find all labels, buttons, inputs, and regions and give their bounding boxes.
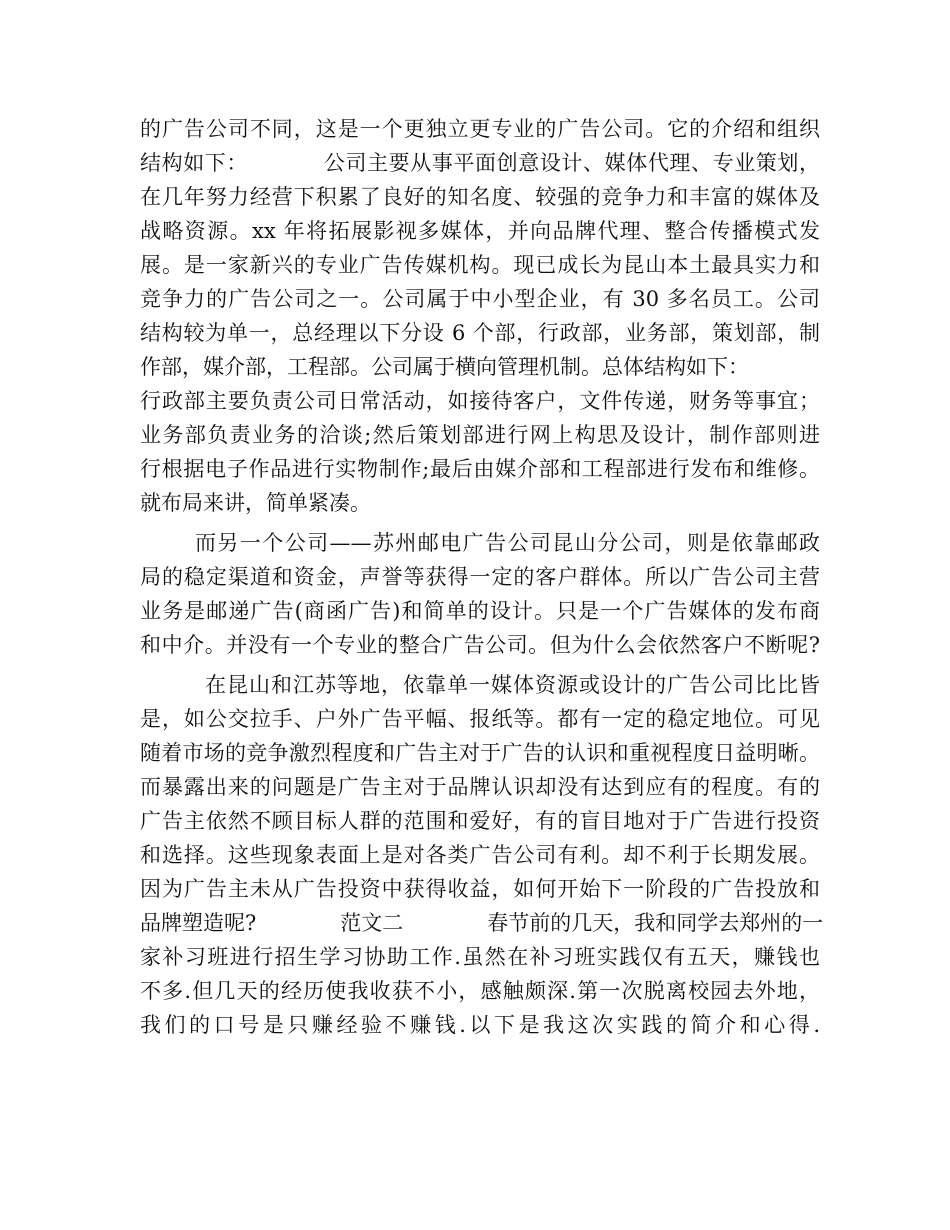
text-line: 和选择。这些现象表面上是对各类广告公司有利。却不利于长期发展。 xyxy=(140,843,820,867)
text-line: 业务是邮递广告(商函广告)和简单的设计。只是一个广告媒体的发布商 xyxy=(140,599,820,623)
document-body xyxy=(140,112,824,1042)
paragraph-first-line: 而另一个公司——苏州邮电广告公司昆山分公司，则是依靠邮政 xyxy=(195,531,820,555)
text-line: 作部，媒介部，工程部。公司属于横向管理机制。总体结构如下： xyxy=(140,355,749,379)
text-line: 行根据电子作品进行实物制作;最后由媒介部和工程部进行发布和维修。 xyxy=(140,457,820,481)
text-line: 竞争力的广告公司之一。公司属于中小型企业，有 30 多名员工。公司 xyxy=(140,287,820,311)
text-line: 的广告公司不同，这是一个更独立更专业的广告公司。它的介绍和组织 xyxy=(140,117,820,141)
text-line: 家补习班进行招生学习协助工作.虽然在补习班实践仅有五天，赚钱也 xyxy=(140,945,820,969)
text-line: 随着市场的竞争激烈程度和广告主对于广告的认识和重视程度日益明晰。 xyxy=(140,741,820,765)
text-line: 不多.但几天的经历使我收获不小，感触颇深.第一次脱离校园去外地， xyxy=(140,979,820,1003)
paragraph-first-line: 在昆山和江苏等地，依靠单一媒体资源或设计的广告公司比比皆 xyxy=(205,673,820,697)
text-line: 而暴露出来的问题是广告主对于品牌认识却没有达到应有的程度。有的 xyxy=(140,775,820,799)
text-line: 广告主依然不顾目标人群的范围和爱好，有的盲目地对于广告进行投资 xyxy=(140,809,820,833)
text-line: 展。是一家新兴的专业广告传媒机构。现已成长为昆山本土最具实力和 xyxy=(140,253,820,277)
text-line: 品牌塑造呢? 范文二 春节前的几天，我和同学去郑州的一 xyxy=(140,911,824,935)
text-line: 因为广告主未从广告投资中获得收益，如何开始下一阶段的广告投放和 xyxy=(140,877,820,901)
text-line: 和中介。并没有一个专业的整合广告公司。但为什么会依然客户不断呢? xyxy=(140,633,820,657)
text-line: 就布局来讲，简单紧凑。 xyxy=(140,491,371,515)
text-line: 结构如下： 公司主要从事平面创意设计、媒体代理、专业策划， xyxy=(140,151,820,175)
text-line: 是，如公交拉手、户外广告平幅、报纸等。都有一定的稳定地位。可见 xyxy=(140,707,820,731)
text-line: 行政部主要负责公司日常活动，如接待客户，文件传递，财务等事宜； xyxy=(140,389,820,413)
text-line: 结构较为单一，总经理以下分设 6 个部，行政部，业务部，策划部，制 xyxy=(140,321,820,345)
text-line: 业务部负责业务的洽谈;然后策划部进行网上构思及设计，制作部则进 xyxy=(140,423,820,447)
text-line: 在几年努力经营下积累了良好的知名度、较强的竞争力和丰富的媒体及 xyxy=(140,185,820,209)
text-line: 局的稳定渠道和资金，声誉等获得一定的客户群体。所以广告公司主营 xyxy=(140,565,820,589)
text-line: 我们的口号是只赚经验不赚钱.以下是我这次实践的简介和心得. xyxy=(140,1013,820,1037)
text-line: 战略资源。xx 年将拓展影视多媒体，并向品牌代理、整合传播模式发 xyxy=(140,219,820,243)
